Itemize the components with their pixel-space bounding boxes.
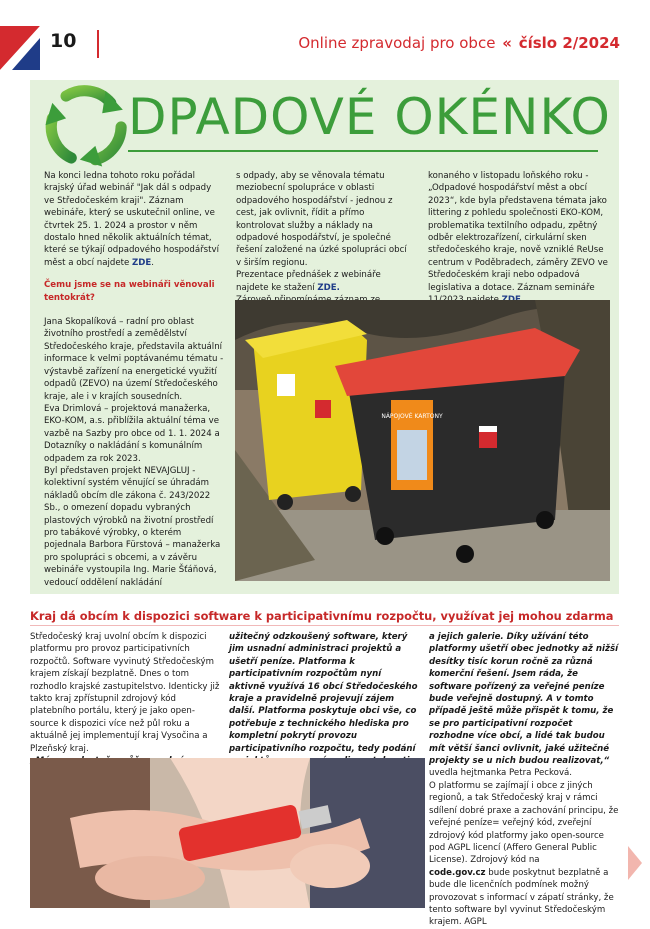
- column-1: [44, 170, 224, 589]
- article-col1-text: Středočeský kraj uvolní obcím k dispozici platformu pro provoz participativních rozpočtů. Software vyvinutý Středočeským krajem získají bezplatně. Dnes o tom rozhodlo krajské zastupitelstvo. Identicky již takto kraj zpřístupnil zdrojový kód platebního portálu, který je jako open-source k dispozici více než půl roku a aktuálně jej implementují kraj Vysočina a Plzeňský kraj.: [30, 632, 220, 754]
- column-3: [428, 170, 610, 306]
- presentations-text: Prezentace přednášek z webináře najdete ke stažení: [236, 270, 381, 293]
- article-col3-p3: [429, 867, 619, 929]
- corner-flag-icon: [0, 26, 40, 70]
- paragraph-skopalikova: Jana Skopalíková – radní pro oblast životního prostředí a zemědělství Středočeského kraje, představila aktuální informace k velmi poptávanému tématu - výstavbě zařízení na energetické využití odpadů (ZEVO) na území Středočeského kraje, ale i v krajích sousedních.: [44, 317, 224, 402]
- article-col3-p3-text: bude poskytnut bezplatně a bude dle licenčních podmínek možný provozovat s informací v zápatí stránky, že tento software byl vyvinut Středočeským krajem. AGPL: [429, 867, 614, 928]
- article-title: Kraj dá obcím k dispozici software k participativnímu rozpočtu, využívat jej mohou zdarma: [30, 609, 614, 623]
- header-divider: [97, 30, 99, 58]
- double-chevron-icon: «: [502, 34, 512, 52]
- intro-text: Na konci ledna tohoto roku pořádal krajský úřad webinář "Jak dál s odpady ve Středočeském kraji". Záznam webináře, který se uskutečnil online, ve čtvrtek 25. 1. 2024 a prostor v něm dostalo hned několik aktuálních témat, které se týkají odpadového hospodářství měst a obcí najdete: [44, 171, 219, 268]
- seminar-text: konaného v listopadu loňského roku - „Odpadové hospodářství měst a obcí 2023“, kde byla představena témata jako littering z pohledu společnosti EKO-KOM, problematika textilního odpadu, zpětný odběr elektrozařízení, cirkulární sken středočeského kraje, nově vzniklé ReUse centrum v Poděbradech, záměry ZEVO ve Středočeském kraji nebo odpadová legislativa a dotace. Záznam semináře: [428, 171, 608, 293]
- webinar-link[interactable]: ZDE: [132, 257, 152, 268]
- article-col3-attrib: uvedla hejtmanka Petra Pecková.: [429, 768, 573, 779]
- issue-number: číslo 2/2024: [518, 34, 620, 52]
- article-title-rule: [30, 625, 619, 626]
- waste-bins-photo: [235, 300, 610, 581]
- paragraph-drimlova: Eva Drimlová – projektová manažerka, EKO-KOM, a.s. přiblížila aktuální téma ve vazbě na Sazby pro obce od 1. 1. 2024 a Dotazníky o nakládání s komunálním odpadem za rok 2023.: [44, 403, 220, 464]
- presentations-link[interactable]: ZDE.: [317, 282, 340, 293]
- bin-label-top: NÁPOJOVÉ KARTONY: [381, 413, 443, 420]
- publication-name: Online zpravodaj pro obce: [298, 34, 496, 52]
- paragraph-nevajgluj: Byl představen projekt NEVAJGLUJ - kolektivní systém věnující se úhradám nákladů obcím dle zákona č. 243/2022 Sb., o omezení dopadu vybraných plastových výrobků na životní prostředí pro tabákové výrobky, o kterém pojednala Barbora Fürstová – manažerka pro spolupráci s obcemi, a v závěru webináře vystoupila Ing. Marie Šťáňová, vedoucí oddělení nakládání: [44, 465, 221, 588]
- question-heading: Čemu jsme se na webináři věnovali tentokrát?: [44, 280, 215, 303]
- header-title: [298, 34, 620, 52]
- page-number: 10: [50, 30, 77, 52]
- column-2-text: s odpady, aby se věnovala tématu meziobecní spolupráce v oblasti odpadového hospodářství - jednou z cest, jak ovlivnit, řídit a přímo kontrolovat služby a náklady na odpadové hospodářství, je společné řešení založené na úzké spolupráci obcí v širším regionu.: [236, 171, 407, 268]
- next-page-arrow-icon[interactable]: [628, 846, 642, 880]
- article-col2-text: užitečný odzkoušený software, který jim usnadní administraci projektů a ušetří peníze. Platforma k participativním rozpočtům nyní aktivně využívá 16 obcí Středočeského kraje a pravidelně projevují zájem další. Platforma poskytuje obci vše, co potřebuje z technického hlediska pro kompletní pokrytí provozu participativního rozpočtu, tedy podání: [229, 632, 418, 754]
- intro-paragraph: Na konci ledna tohoto roku pořádal krajský úřad webinář "Jak dál s odpady ve Středočeském kraji". Záznam webináře, který se uskutečnil online, ve čtvrtek 25. 1. 2024 a prostor v něm dostalo hned několik aktuálních témat, které se týkají odpadového hospodářství měst a obcí najdete ZDE.: [44, 171, 219, 268]
- column-3-paragraph: [428, 170, 610, 306]
- section-title-underline: [128, 150, 598, 152]
- usb-drive-photo: [30, 758, 425, 908]
- article-column-3: [429, 631, 619, 929]
- recycle-icon: [42, 84, 128, 170]
- article-col3-p2: O platformu se zajímají i obce z jiných regionů, a tak Středočeský kraj v rámci sdílení dobré praxe a zachování principu, že veřejné peníze= veřejný kód, zveřejní zdrojový kód platformy jako open-source pod AGPL licencí (Affero General Public License). Zdrojový kód na: [429, 780, 619, 866]
- article-col3-quote: a jejich galerie. Díky užívání této platformy ušetří obec jednotky až nižší desítky tisíc korun ročně za různá komerční řešení. Jsem ráda, že software pořízený za veřejné peníze bude veřejně dostupný. A v tomto případě ještě může přispět k tomu, že se pro participativní rozpočet rozhodne více obcí, a lidé tak budou mít větší šanci ovlivnit, jaké užitečné projekty se u nich budou realizovat,“: [429, 632, 619, 767]
- presentations-paragraph: [236, 269, 414, 294]
- column-2: [236, 170, 414, 319]
- section-title: DPADOVÉ OKÉNKO: [128, 88, 611, 146]
- code-gov-domain: code.gov.cz: [429, 867, 486, 878]
